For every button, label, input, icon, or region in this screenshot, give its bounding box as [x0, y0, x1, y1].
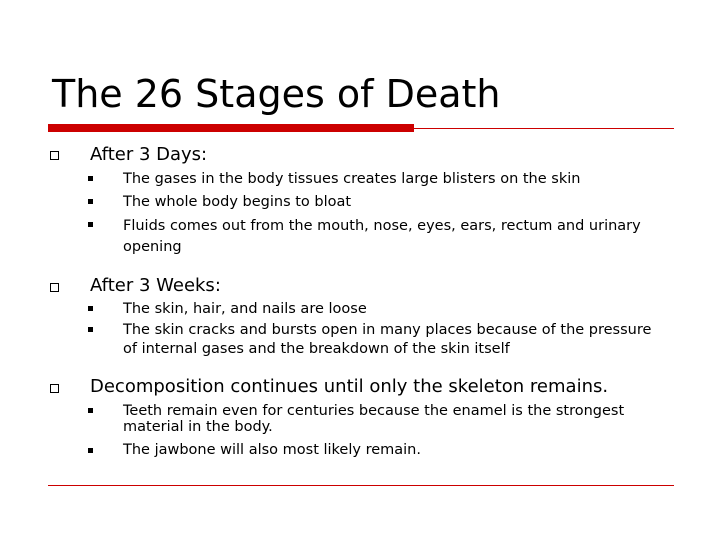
filled-square-icon [88, 327, 93, 332]
filled-square-icon [88, 176, 93, 181]
bullet-item: The whole body begins to bloat [123, 194, 352, 210]
filled-square-icon [88, 306, 93, 311]
hollow-square-icon [50, 384, 59, 393]
title-accent-bar [48, 124, 414, 132]
bullet-item: The skin, hair, and nails are loose [123, 301, 367, 317]
filled-square-icon [88, 408, 93, 413]
bullet-item: The jawbone will also most likely remain. [123, 442, 421, 458]
filled-square-icon [88, 199, 93, 204]
filled-square-icon [88, 222, 93, 227]
bullet-item: Teeth remain even for centuries because the enamel is the strongest material in the body. [123, 403, 625, 435]
footer-divider [48, 485, 674, 486]
section-heading: After 3 Weeks: [90, 275, 221, 296]
bullet-item: The skin cracks and bursts open in many places because of the pressure of internal gases and the breakdown of the skin itself [123, 322, 652, 357]
bullet-item: The gases in the body tissues creates large blisters on the skin [123, 171, 581, 187]
hollow-square-icon [50, 283, 59, 292]
section-heading: Decomposition continues until only the skeleton remains. [90, 376, 609, 397]
slide-title: The 26 Stages of Death [52, 72, 501, 116]
hollow-square-icon [50, 151, 59, 160]
section-heading: After 3 Days: [90, 144, 208, 165]
filled-square-icon [88, 448, 93, 453]
bullet-item: Fluids comes out from the mouth, nose, eyes, ears, rectum and urinary opening [123, 218, 641, 255]
